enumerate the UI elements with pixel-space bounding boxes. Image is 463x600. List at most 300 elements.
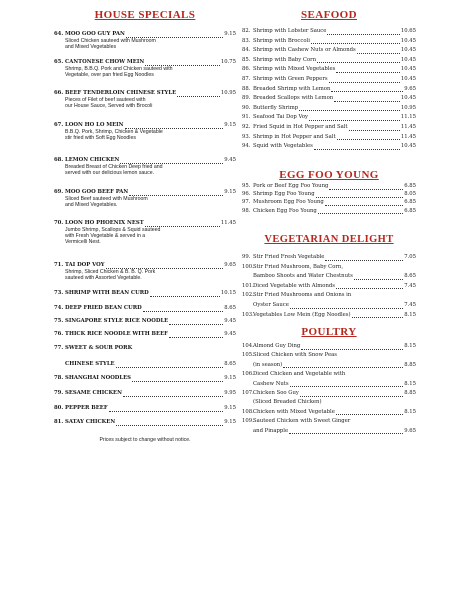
menu-item-row — [54, 189, 236, 196]
item-number: 87. — [242, 76, 251, 82]
dot-leader — [329, 185, 403, 190]
dot-leader — [314, 145, 400, 150]
menu-item-row — [54, 318, 236, 325]
dot-leader — [290, 304, 403, 309]
item-price: 9.95 — [224, 390, 236, 396]
item-number: 76. — [54, 331, 64, 337]
menu-item — [242, 199, 416, 206]
menu-item — [242, 95, 416, 102]
menu-item — [242, 66, 416, 73]
menu-item-row — [242, 38, 416, 45]
menu-item-row — [242, 47, 416, 54]
item-description: Sliced Chicken sauteed with Mushroom — [65, 37, 156, 44]
dot-leader — [145, 61, 220, 66]
menu-item — [54, 390, 236, 397]
item-price: 8.65 — [404, 273, 416, 280]
item-name: Squid with Vegetables — [253, 143, 313, 150]
item-number: 65. — [54, 59, 64, 65]
dot-leader — [329, 78, 400, 83]
item-number: 89. — [242, 95, 251, 102]
menu-item — [54, 345, 236, 352]
dot-leader — [145, 222, 220, 227]
menu-item-row — [242, 312, 416, 319]
item-number: 100. — [242, 263, 254, 270]
price-note: Prices subject to change without notice. — [99, 437, 191, 443]
item-name: SESAME CHICKEN — [65, 390, 122, 396]
menu-item — [242, 254, 416, 261]
item-description: Pieces of Filet of beef sauteed with — [65, 96, 146, 103]
dot-leader — [327, 30, 399, 35]
item-number: 84. — [242, 47, 251, 54]
dot-leader — [125, 124, 224, 129]
item-description: Vermicelli Nest. — [65, 238, 101, 245]
menu-item-row — [54, 290, 236, 297]
menu-item — [242, 362, 416, 369]
item-name: Mushroom Egg Foo Young — [253, 199, 324, 206]
dot-leader — [336, 410, 403, 415]
item-number: 90. — [242, 104, 251, 111]
menu-item-row — [54, 90, 236, 97]
menu-item-row — [242, 381, 416, 388]
menu-item-row — [54, 262, 236, 269]
item-name: Seafood Tai Dop Voy — [253, 114, 309, 121]
item-number: 69. — [54, 189, 64, 195]
item-price: 9.65 — [224, 262, 236, 268]
dot-leader — [334, 97, 400, 102]
item-number: 94. — [242, 143, 251, 150]
item-number: 106. — [242, 371, 254, 378]
dot-leader — [116, 421, 223, 426]
menu-item-row — [242, 254, 416, 261]
item-number: 79. — [54, 390, 64, 396]
item-number: 80. — [54, 405, 64, 411]
item-price: 9.15 — [224, 419, 236, 425]
menu-item — [54, 262, 236, 281]
menu-item-row — [242, 399, 416, 406]
item-number: 81. — [54, 419, 64, 425]
item-number: 95. — [242, 183, 251, 189]
dot-leader — [325, 201, 403, 206]
dot-leader — [289, 429, 403, 434]
item-price: 7.45 — [404, 282, 416, 289]
item-name: Pork or Beef Egg Foo Young — [253, 183, 329, 189]
menu-item-row — [54, 305, 236, 312]
dot-leader — [132, 377, 223, 382]
item-name: Vegetables Low Mein (Egg Noodles) — [253, 311, 351, 318]
item-name: THICK RICE NOODLE WITH BEEF — [65, 331, 168, 337]
item-description: our House Sauce, Served with Brocoli — [65, 102, 153, 109]
item-number: 96. — [242, 191, 251, 198]
menu-item-row — [242, 343, 416, 350]
item-price: 11.45 — [220, 220, 236, 226]
menu-item — [54, 90, 236, 109]
item-price: 10.95 — [400, 104, 416, 111]
item-price: 7.05 — [404, 254, 416, 260]
item-name: Fried Squid in Hot Pepper and Salt — [253, 124, 348, 130]
item-name: and Pinapple — [253, 427, 289, 434]
item-price: 8.65 — [224, 361, 236, 367]
item-price: 10.45 — [400, 56, 416, 63]
item-price: 11.15 — [400, 114, 416, 121]
menu-item-row — [242, 352, 416, 359]
item-number: 67. — [54, 122, 64, 128]
menu-item-row — [54, 331, 236, 338]
menu-item — [242, 409, 416, 416]
item-name: Butterfly Shrimp — [253, 104, 299, 111]
item-name: LOON HO PHOENIX NEST — [65, 220, 144, 226]
menu-item-row — [54, 157, 236, 164]
item-name: MOO GOO BEEF PAN — [65, 189, 129, 195]
item-number: 74. — [54, 305, 64, 311]
item-number: 98. — [242, 207, 251, 214]
item-number: 86. — [242, 66, 251, 73]
menu-item — [54, 361, 236, 368]
menu-item-row — [242, 264, 416, 271]
dot-leader — [177, 92, 220, 97]
seafood-heading: SEAFOOD — [301, 9, 357, 21]
item-number: 97. — [242, 199, 251, 206]
item-name: Diced Vegetable with Almonds — [253, 282, 336, 289]
item-name: Stir Fried Mushroom, Baby Corn, — [253, 263, 344, 270]
item-price: 11.45 — [400, 133, 416, 140]
item-price: 10.45 — [400, 37, 416, 44]
item-name: TAI DOP VOY — [65, 262, 105, 268]
item-price: 6.85 — [404, 183, 416, 189]
item-number: 64. — [54, 31, 64, 37]
item-name: DEEP FRIED BEAN CURD — [65, 305, 142, 311]
menu-item — [54, 290, 236, 297]
menu-item — [54, 31, 236, 50]
menu-item — [54, 189, 236, 208]
item-description: Breaded Breast of Chicken Deep fried and — [65, 163, 163, 170]
item-name: Shrimp with Baby Corn — [253, 56, 317, 63]
menu-item-row — [242, 292, 416, 299]
item-number: 78. — [54, 375, 64, 381]
item-price: 10.45 — [400, 66, 416, 73]
menu-item — [242, 390, 416, 397]
item-number: 99. — [242, 254, 251, 260]
menu-item-row — [242, 66, 416, 73]
item-name: Chicken Egg Foo Young — [253, 207, 317, 214]
item-number: 71. — [54, 262, 64, 268]
item-price: 9.15 — [224, 122, 236, 128]
dot-leader — [309, 116, 400, 121]
menu-item-row — [242, 273, 416, 280]
item-description: Shrimp, Sliced Chicken & B. B. Q. Pork — [65, 268, 156, 275]
menu-item-row — [242, 134, 416, 141]
item-price: 10.65 — [400, 28, 416, 34]
menu-item-row — [54, 390, 236, 397]
menu-item-row — [242, 418, 416, 425]
item-name: Cashew Nuts — [253, 380, 289, 387]
item-name: CANTONESE CHOW MEIN — [65, 59, 145, 65]
menu-item-row — [242, 86, 416, 93]
item-name: Chicken with Mixed Vegetable — [253, 408, 335, 415]
menu-item — [54, 59, 236, 78]
item-price: 9.45 — [224, 157, 236, 163]
item-price: 10.45 — [400, 47, 416, 54]
item-number: 85. — [242, 56, 251, 63]
item-name: Diced Chicken and Vegetable with — [253, 371, 346, 378]
item-number: 66. — [54, 90, 64, 96]
menu-item — [242, 371, 416, 378]
item-name: (Sliced Breaded Chicken) — [253, 399, 322, 406]
menu-item-row — [242, 371, 416, 378]
item-name: (in season) — [253, 361, 283, 368]
item-description: stir fried with Soft Egg Noodles — [65, 134, 136, 141]
item-price: 9.65 — [404, 427, 416, 434]
dot-leader — [311, 39, 400, 44]
menu-item — [242, 418, 416, 425]
item-number: 109. — [242, 418, 254, 425]
menu-item-row — [54, 122, 236, 129]
item-number: 93. — [242, 133, 251, 140]
item-number: 103. — [242, 311, 254, 318]
dot-leader — [290, 382, 404, 387]
item-price: 8.15 — [404, 380, 416, 387]
item-number: 75. — [54, 318, 64, 324]
dot-leader — [317, 58, 400, 63]
item-price: 10.45 — [400, 76, 416, 82]
item-name: SATAY CHICKEN — [65, 419, 116, 425]
menu-item-row — [242, 28, 416, 35]
item-name: Stir Fried Fresh Vegetable — [253, 254, 325, 260]
item-description: with Fresh Vegetable & served in a — [65, 232, 146, 239]
menu-item-row — [242, 114, 416, 121]
dot-leader — [325, 256, 403, 261]
item-name: Sliced Chicken with Snow Peas — [253, 352, 337, 359]
item-number: 91. — [242, 114, 251, 121]
item-number: 73. — [54, 290, 64, 296]
menu-item — [54, 318, 236, 325]
dot-leader — [126, 33, 223, 38]
item-name: Breaded Shrimp with Lemon — [253, 85, 331, 92]
menu-item — [242, 302, 416, 309]
item-name: LOON HO LO MEIN — [65, 122, 124, 128]
item-number: 108. — [242, 408, 254, 415]
item-description: Vegetable, over pan fried Egg Noodles — [65, 71, 154, 78]
item-name: SHANGHAI NOODLES — [65, 375, 131, 381]
item-price: 8.65 — [224, 305, 236, 311]
item-price: 11.45 — [400, 124, 416, 130]
house-specials-heading: HOUSE SPECIALS — [94, 9, 196, 21]
item-name: CHINESE STYLE — [65, 361, 115, 367]
item-number: 92. — [242, 124, 251, 130]
menu-item — [242, 124, 416, 131]
menu-item — [54, 405, 236, 412]
menu-item-row — [242, 183, 416, 190]
menu-item — [54, 331, 236, 338]
item-price: 8.85 — [404, 390, 416, 396]
item-price: 9.45 — [224, 318, 236, 324]
item-price: 8.15 — [404, 343, 416, 349]
menu-item-row — [242, 428, 416, 435]
menu-item — [54, 122, 236, 141]
item-name: Shrimp in Hot Pepper and Salt — [253, 133, 336, 140]
dot-leader — [123, 392, 223, 397]
item-number: 77. — [54, 345, 64, 351]
item-number: 104. — [242, 343, 254, 349]
menu-item-row — [242, 95, 416, 102]
item-price: 8.05 — [404, 191, 416, 198]
item-number: 88. — [242, 85, 251, 92]
item-price: 10.95 — [220, 90, 236, 96]
item-name: SHRIMP WITH BEAN CURD — [65, 290, 149, 296]
item-price: 8.15 — [404, 408, 416, 415]
menu-item — [242, 134, 416, 141]
menu-item — [242, 191, 416, 198]
menu-item-row — [54, 31, 236, 38]
menu-item — [54, 220, 236, 245]
item-number: 102. — [242, 292, 254, 299]
item-name: Shrimp with Cashew Nuts or Almonds — [253, 47, 356, 54]
menu-item — [242, 47, 416, 54]
dot-leader — [337, 135, 400, 140]
menu-item-row — [242, 57, 416, 64]
menu-item — [242, 38, 416, 45]
menu-item — [242, 343, 416, 350]
item-name: Almond Guy Ding — [253, 343, 301, 349]
menu-item — [242, 105, 416, 112]
menu-item-row — [242, 143, 416, 150]
menu-item-row — [242, 283, 416, 290]
item-name: Shrimp with Lobster Sauce — [253, 28, 327, 34]
item-price: 6.85 — [404, 207, 416, 214]
item-name: Stir Fried Mushrooms and Onions in — [253, 292, 352, 299]
dot-leader — [109, 407, 224, 412]
item-number: 70. — [54, 220, 64, 226]
menu-item-row — [242, 302, 416, 309]
menu-item-row — [54, 361, 236, 368]
menu-item — [242, 292, 416, 299]
dot-leader — [169, 333, 223, 338]
dot-leader — [349, 126, 400, 131]
menu-item — [242, 57, 416, 64]
menu-item-row — [242, 362, 416, 369]
menu-item-row — [242, 208, 416, 215]
menu-item-row — [242, 199, 416, 206]
dot-leader — [352, 313, 404, 318]
menu-item — [242, 208, 416, 215]
item-description: and Mixed Vegetables. — [65, 201, 118, 208]
menu-item — [242, 183, 416, 190]
item-price: 8.15 — [404, 311, 416, 318]
menu-item — [242, 86, 416, 93]
dot-leader — [283, 363, 403, 368]
dot-leader — [354, 275, 403, 280]
item-price: 10.45 — [400, 95, 416, 102]
item-number: 105. — [242, 352, 254, 359]
dot-leader — [143, 307, 223, 312]
menu-item-row — [54, 375, 236, 382]
item-price: 7.45 — [404, 302, 416, 308]
menu-item — [54, 157, 236, 176]
menu-item — [242, 264, 416, 271]
item-name: PEPPER BEEF — [65, 405, 108, 411]
item-description: sauteed with Assorted Vegetable. — [65, 274, 142, 281]
dot-leader — [357, 49, 400, 54]
menu-item — [242, 76, 416, 83]
menu-item-row — [54, 59, 236, 66]
item-name: Oyster Sauce — [253, 302, 289, 308]
item-price: 9.15 — [224, 31, 236, 37]
item-description: B.B.Q. Pork, Shrimp, Chicken & Vegetable — [65, 128, 163, 135]
dot-leader — [300, 392, 403, 397]
dot-leader — [106, 264, 224, 269]
item-number: 68. — [54, 157, 64, 163]
vegetarian-delight-heading: VEGETARIAN DELIGHT — [264, 234, 394, 245]
item-description: Jumbo Shrimp, Scallops & Squid sauteed — [65, 226, 161, 233]
menu-item — [54, 419, 236, 426]
menu-item — [54, 305, 236, 312]
item-price: 9.15 — [224, 405, 236, 411]
dot-leader — [120, 159, 223, 164]
dot-leader — [169, 320, 223, 325]
dot-leader — [301, 345, 403, 350]
dot-leader — [116, 363, 224, 368]
dot-leader — [336, 284, 403, 289]
menu-item — [242, 352, 416, 359]
item-name: SINGAPORE STYLE RICE NOODLE — [65, 318, 169, 324]
menu-item — [242, 114, 416, 121]
menu-item — [242, 399, 416, 406]
dot-leader — [331, 87, 403, 92]
dot-leader — [318, 209, 403, 214]
item-price: 10.45 — [400, 143, 416, 150]
menu-item — [242, 28, 416, 35]
item-price: 8.85 — [404, 361, 416, 368]
menu-item — [242, 428, 416, 435]
menu-item-row — [242, 124, 416, 131]
item-number: 83. — [242, 37, 251, 44]
item-name: Chicken Soo Guy — [253, 390, 299, 396]
menu-item-row — [54, 405, 236, 412]
item-name: LEMON CHICKEN — [65, 157, 120, 163]
item-name: Shrimp with Green Peppers — [253, 76, 328, 82]
item-name: MOO GOO GUY PAN — [65, 31, 125, 37]
item-price: 10.75 — [220, 59, 236, 65]
item-price: 9.15 — [224, 189, 236, 195]
item-name: Shrimp with Mixed Vegetables — [253, 66, 336, 73]
poultry-heading: POULTRY — [301, 326, 357, 338]
menu-item — [242, 381, 416, 388]
item-description: served with our delicious lemon sauce. — [65, 169, 155, 176]
menu-item-row — [54, 345, 236, 352]
item-price: 9.15 — [224, 375, 236, 381]
menu-item — [242, 143, 416, 150]
item-number: 107. — [242, 390, 254, 396]
item-price: 6.85 — [404, 199, 416, 206]
dot-leader — [129, 191, 223, 196]
item-name: Shrimp with Broccoli — [253, 37, 310, 44]
item-name: Shrimp Egg Foo Young — [253, 191, 315, 198]
item-name: Bamboo Shoots and Water Chestnuts — [253, 273, 353, 280]
menu-item — [242, 312, 416, 319]
menu-item-row — [54, 220, 236, 227]
item-number: 82. — [242, 28, 251, 34]
dot-leader — [299, 106, 400, 111]
dot-leader — [316, 193, 404, 198]
menu-item-row — [242, 76, 416, 83]
item-name: Sauteed Chicken with Sweet Ginger — [253, 418, 351, 425]
item-price: 9.65 — [404, 85, 416, 92]
item-name: BEEF TENDERLOIN CHINESE STYLE — [65, 90, 177, 96]
menu-item — [242, 273, 416, 280]
item-description: Shrimp, B.B.Q. Pork and Chicken sauteed with — [65, 65, 173, 72]
menu-item-row — [242, 409, 416, 416]
item-price: 10.15 — [220, 290, 236, 296]
menu-item-row — [242, 191, 416, 198]
